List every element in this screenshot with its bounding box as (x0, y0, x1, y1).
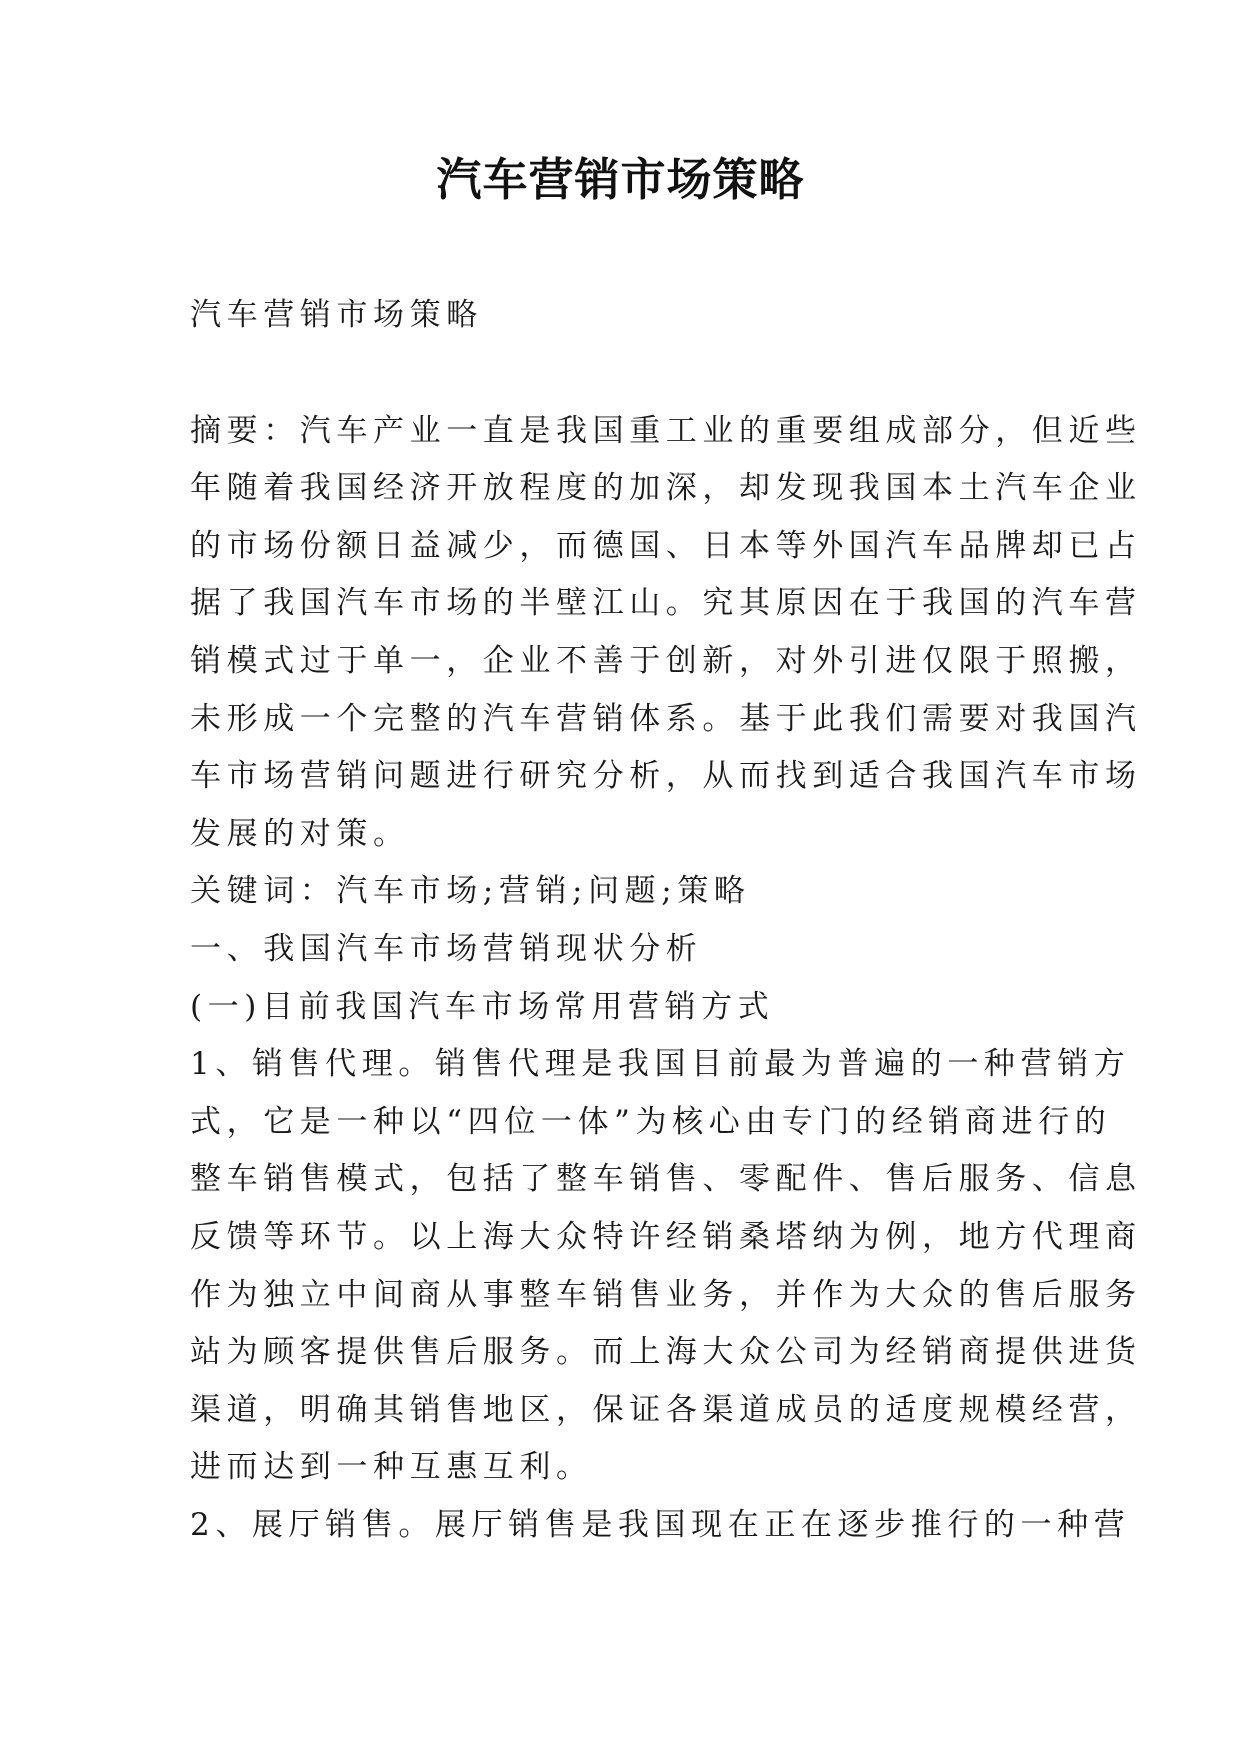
item-line: 式，它是一种以“四位一体”为核心由专门的经销商进行的 (190, 1103, 1112, 1140)
abstract-line: 销模式过于单一，企业不善于创新，对外引进仅限于照搬， (190, 642, 1142, 679)
abstract-line: 据了我国汽车市场的半壁江山。究其原因在于我国的汽车营 (190, 585, 1142, 622)
item-line: 整车销售模式，包括了整车销售、零配件、售后服务、信息 (190, 1161, 1142, 1198)
abstract-line: 的市场份额日益减少，而德国、日本等外国汽车品牌却已占 (190, 527, 1142, 564)
abstract-line: 年随着我国经济开放程度的加深，却发现我国本土汽车企业 (190, 470, 1142, 507)
item-paragraph-1 (190, 1036, 1142, 1497)
document-title: 汽车营销市场策略 (436, 153, 805, 206)
item-line: 渠道，明确其销售地区，保证各渠道成员的适度规模经营， (190, 1391, 1142, 1428)
keywords-line: 关键词：汽车市场;营销;问题;策略 (190, 873, 751, 910)
subsection-heading: (一)目前我国汽车市场常用营销方式 (190, 988, 775, 1025)
document-body (190, 287, 1142, 1554)
item-line: 进而达到一种互惠互利。 (190, 1449, 593, 1486)
item-line: 1、销售代理。销售代理是我国目前最为普遍的一种营销方 (190, 1046, 1131, 1083)
abstract-line: 未形成一个完整的汽车营销体系。基于此我们需要对我国汽 (190, 700, 1142, 737)
document-subtitle: 汽车营销市场策略 (190, 297, 483, 333)
item-line: 反馈等环节。以上海大众特许经销桑塔纳为例，地方代理商 (190, 1218, 1142, 1255)
abstract-line: 摘要：汽车产业一直是我国重工业的重要组成部分，但近些 (190, 412, 1142, 449)
section-heading: 一、我国汽车市场营销现状分析 (190, 930, 703, 967)
abstract-line: 车市场营销问题进行研究分析，从而找到适合我国汽车市场 (190, 758, 1142, 795)
item-line: 站为顾客提供售后服务。而上海大众公司为经销商提供进货 (190, 1334, 1142, 1371)
item-line: 2、展厅销售。展厅销售是我国现在正在逐步推行的一种营 (190, 1506, 1131, 1543)
item-line: 作为独立中间商从事整车销售业务，并作为大众的售后服务 (190, 1276, 1142, 1313)
abstract-paragraph (190, 403, 1142, 864)
item-paragraph-2 (190, 1497, 1131, 1555)
abstract-line: 发展的对策。 (190, 815, 410, 852)
